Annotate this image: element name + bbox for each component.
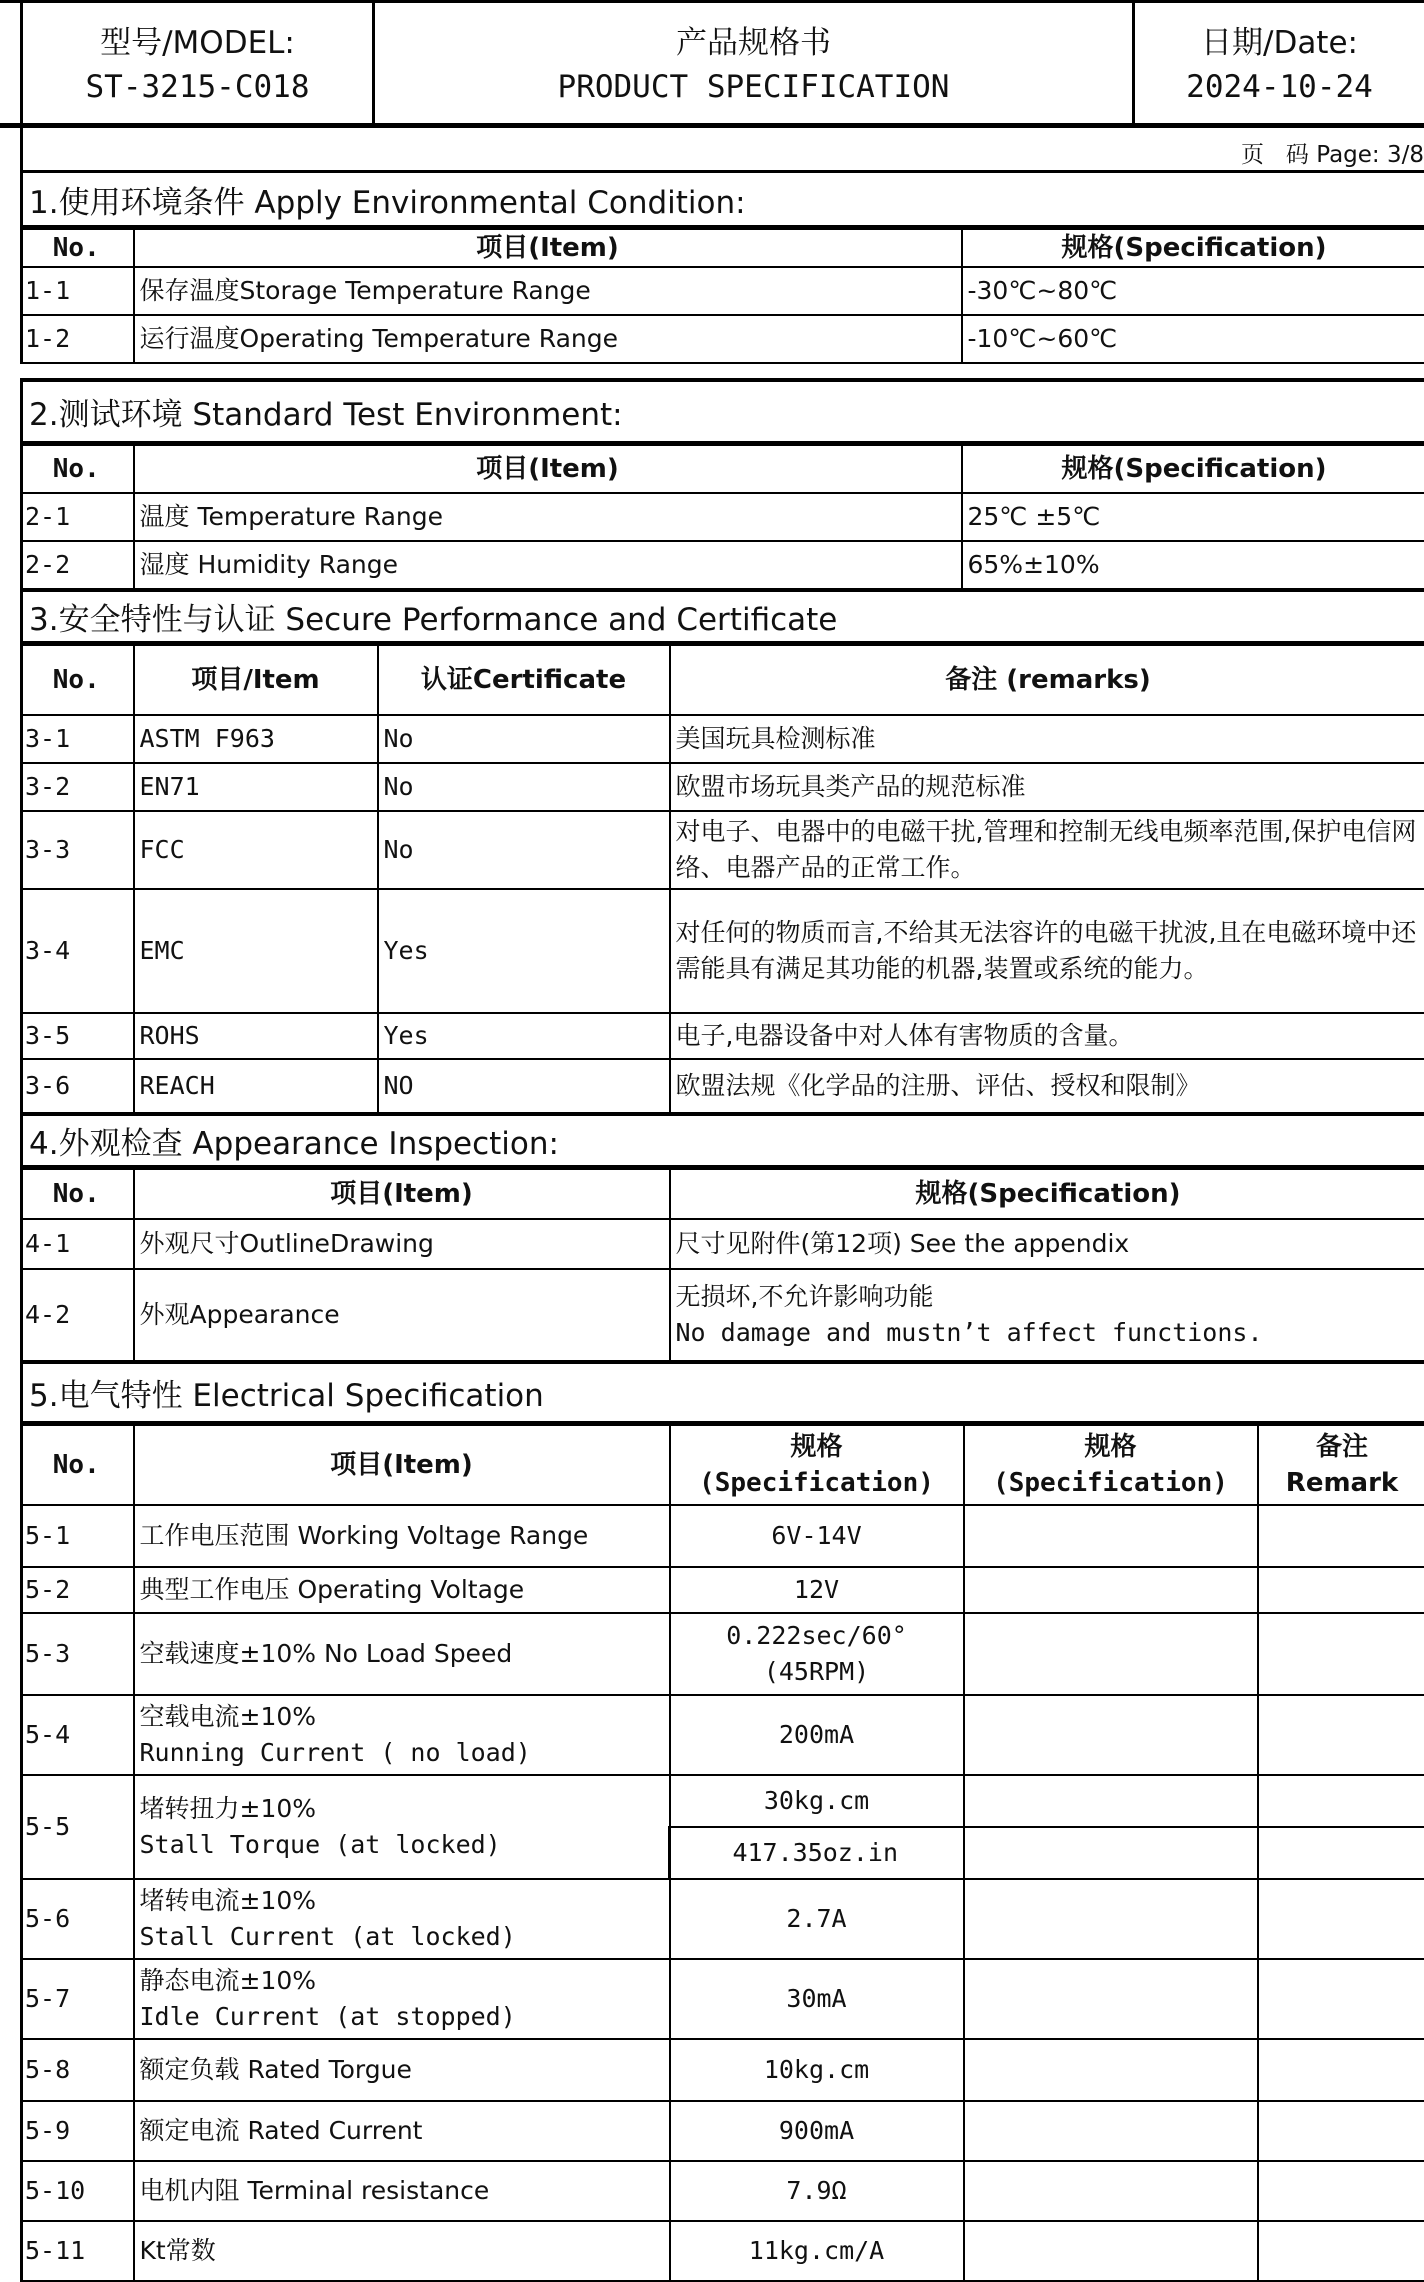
spec-cell-empty	[964, 1827, 1258, 1879]
header-cell: 备注 (remarks)	[670, 645, 1424, 715]
certificate-cell: NO	[378, 1059, 670, 1113]
spec-cell: 30kg.cm	[670, 1775, 964, 1827]
header-line: (Specification)	[970, 1465, 1252, 1501]
table-header-row	[22, 1169, 1424, 1219]
item-cell: 典型工作电压 Operating Voltage	[134, 1567, 670, 1613]
item-cell: ROHS	[134, 1013, 378, 1059]
remark-cell	[1258, 2039, 1424, 2101]
table-row	[22, 1269, 1424, 1361]
spec-cell: 200mA	[670, 1695, 964, 1775]
table-row	[22, 267, 1424, 315]
table-row	[22, 1613, 1424, 1695]
table-row	[22, 541, 1424, 589]
remark-cell	[1258, 1827, 1424, 1879]
header-cell: No.	[22, 1425, 134, 1505]
remark-cell	[1258, 1505, 1424, 1567]
table-header-row	[22, 445, 1424, 493]
spec-cell: 30mA	[670, 1959, 964, 2039]
spec-line: 无损坏,不允许影响功能	[676, 1279, 1421, 1315]
spec-cell: -10℃~60℃	[962, 315, 1424, 363]
certificate-cell: No	[378, 811, 670, 889]
row-number: 3-1	[22, 715, 134, 763]
spec-cell-empty	[964, 2161, 1258, 2221]
row-number: 5-6	[22, 1879, 134, 1959]
header-cell	[964, 1425, 1258, 1505]
table-row	[22, 1013, 1424, 1059]
remark-cell	[1258, 1613, 1424, 1695]
title-cn: 产品规格书	[676, 21, 831, 65]
remark-cell	[1258, 1775, 1424, 1827]
header-cell: 项目/Item	[134, 645, 378, 715]
header-cell: No.	[22, 1169, 134, 1219]
model-cell	[20, 3, 375, 126]
spec-cell-empty	[964, 1695, 1258, 1775]
spec-cell: 6V-14V	[670, 1505, 964, 1567]
item-cell: 空载速度±10% No Load Speed	[134, 1613, 670, 1695]
row-number: 3-4	[22, 889, 134, 1013]
table-row	[22, 2161, 1424, 2221]
section-4-title: 4.外观检查 Appearance Inspection:	[20, 1112, 1424, 1168]
spec-cell: 417.35oz.in	[670, 1827, 964, 1879]
header-cell: 项目(Item)	[134, 1169, 670, 1219]
section-4-table	[20, 1168, 1424, 1362]
row-number: 5-4	[22, 1695, 134, 1775]
model-value: ST-3215-C018	[86, 65, 310, 109]
row-number: 5-10	[22, 2161, 134, 2221]
spec-line: No damage and mustn’t affect functions.	[676, 1315, 1421, 1351]
row-number: 3-6	[22, 1059, 134, 1113]
item-cell: REACH	[134, 1059, 378, 1113]
remarks-cell: 欧盟市场玩具类产品的规范标准	[670, 763, 1424, 811]
spec-cell-empty	[964, 2101, 1258, 2161]
header-cell: 备注Remark	[1258, 1425, 1424, 1505]
title-en: PRODUCT SPECIFICATION	[558, 65, 950, 109]
header-cell: 项目(Item)	[134, 445, 962, 493]
item-cell	[134, 1879, 670, 1959]
table-row	[22, 1959, 1424, 2039]
header-cell: No.	[22, 445, 134, 493]
table-header-row	[22, 645, 1424, 715]
spec-cell: 尺寸见附件(第12项) See the appendix	[670, 1219, 1424, 1269]
date-cell	[1135, 3, 1424, 126]
item-cell: ASTM F963	[134, 715, 378, 763]
row-number: 5-7	[22, 1959, 134, 2039]
title-cell	[375, 3, 1135, 126]
item-line: 堵转电流±10%	[140, 1883, 664, 1919]
remark-cell	[1258, 2101, 1424, 2161]
table-header-row	[22, 1425, 1424, 1505]
item-line: 堵转扭力±10%	[140, 1791, 664, 1827]
section-2-table	[20, 444, 1424, 590]
remarks-cell: 欧盟法规《化学品的注册、评估、授权和限制》	[670, 1059, 1424, 1113]
certificate-cell: No	[378, 715, 670, 763]
spec-cell-empty	[964, 1879, 1258, 1959]
remark-cell	[1258, 2221, 1424, 2281]
item-cell: 外观Appearance	[134, 1269, 670, 1361]
table-row	[22, 889, 1424, 1013]
row-number: 5-11	[22, 2221, 134, 2281]
date-label: 日期/Date:	[1201, 21, 1358, 65]
table-header-row	[22, 229, 1424, 267]
item-cell: 电机内阻 Terminal resistance	[134, 2161, 670, 2221]
spec-cell-empty	[964, 1959, 1258, 2039]
table-row	[22, 1059, 1424, 1113]
item-cell: 额定负载 Rated Torgue	[134, 2039, 670, 2101]
certificate-cell: Yes	[378, 1013, 670, 1059]
certificate-cell: Yes	[378, 889, 670, 1013]
section-2-title: 2.测试环境 Standard Test Environment:	[20, 378, 1424, 444]
spec-cell-empty	[964, 2039, 1258, 2101]
item-line: Running Current ( no load)	[140, 1735, 664, 1771]
header-cell: 项目(Item)	[134, 1425, 670, 1505]
row-number: 5-1	[22, 1505, 134, 1567]
table-row	[22, 811, 1424, 889]
spec-cell-empty	[964, 1567, 1258, 1613]
row-number: 2-1	[22, 493, 134, 541]
date-value: 2024-10-24	[1186, 65, 1373, 109]
spec-cell: 2.7A	[670, 1879, 964, 1959]
item-cell	[134, 1959, 670, 2039]
row-number: 2-2	[22, 541, 134, 589]
table-row	[22, 315, 1424, 363]
item-line: Idle Current (at stopped)	[140, 1999, 664, 2035]
item-cell	[134, 1775, 670, 1879]
item-cell: 工作电压范围 Working Voltage Range	[134, 1505, 670, 1567]
section-3-title: 3.安全特性与认证 Secure Performance and Certificate	[20, 588, 1424, 644]
item-cell: 额定电流 Rated Current	[134, 2101, 670, 2161]
remark-cell	[1258, 1567, 1424, 1613]
header-line: 规格	[676, 1429, 958, 1465]
header-line: (Specification)	[676, 1465, 958, 1501]
item-line: 空载电流±10%	[140, 1699, 664, 1735]
row-number: 1-2	[22, 315, 134, 363]
page-number: 页 码 Page: 3/8	[1241, 136, 1424, 169]
model-label: 型号/MODEL:	[100, 21, 295, 65]
remarks-cell: 对任何的物质而言,不给其无法容许的电磁干扰波,且在电磁环境中还需能具有满足其功能的机器,装置或系统的能力。	[670, 889, 1424, 1013]
spec-cell: 7.9Ω	[670, 2161, 964, 2221]
remark-cell	[1258, 1879, 1424, 1959]
row-number: 5-8	[22, 2039, 134, 2101]
document-header	[0, 0, 1424, 128]
section-5-title: 5.电气特性 Electrical Specification	[20, 1360, 1424, 1424]
spec-cell	[670, 1269, 1424, 1361]
header-cell	[670, 1425, 964, 1505]
table-row	[22, 1879, 1424, 1959]
header-cell: No.	[22, 229, 134, 267]
header-cell: 认证Certificate	[378, 645, 670, 715]
table-row	[22, 715, 1424, 763]
spec-cell: 12V	[670, 1567, 964, 1613]
remarks-cell: 美国玩具检测标准	[670, 715, 1424, 763]
section-1-table	[20, 228, 1424, 364]
table-row	[22, 1219, 1424, 1269]
spec-cell: 65%±10%	[962, 541, 1424, 589]
spec-cell: 900mA	[670, 2101, 964, 2161]
certificate-cell: No	[378, 763, 670, 811]
table-row	[22, 2101, 1424, 2161]
item-cell: 温度 Temperature Range	[134, 493, 962, 541]
item-line: Stall Torque (at locked)	[140, 1827, 664, 1863]
remark-cell	[1258, 2161, 1424, 2221]
table-row	[22, 493, 1424, 541]
table-row	[22, 2221, 1424, 2281]
page-number-bar	[20, 128, 1424, 173]
spec-cell: -30℃~80℃	[962, 267, 1424, 315]
row-number: 5-3	[22, 1613, 134, 1695]
item-cell: EN71	[134, 763, 378, 811]
spec-line: (45RPM)	[676, 1654, 958, 1690]
item-cell: 湿度 Humidity Range	[134, 541, 962, 589]
item-cell: EMC	[134, 889, 378, 1013]
row-number: 4-1	[22, 1219, 134, 1269]
spec-line: 0.222sec/60°	[676, 1618, 958, 1654]
spec-cell-empty	[964, 1505, 1258, 1567]
item-cell: 外观尺寸OutlineDrawing	[134, 1219, 670, 1269]
item-cell: 运行温度Operating Temperature Range	[134, 315, 962, 363]
section-1-title: 1.使用环境条件 Apply Environmental Condition:	[20, 173, 1424, 228]
remark-cell	[1258, 1695, 1424, 1775]
row-number: 4-2	[22, 1269, 134, 1361]
item-line: Stall Current (at locked)	[140, 1919, 664, 1955]
item-cell: FCC	[134, 811, 378, 889]
table-row	[22, 2039, 1424, 2101]
row-number: 3-5	[22, 1013, 134, 1059]
item-line: 静态电流±10%	[140, 1963, 664, 1999]
item-cell: Kt常数	[134, 2221, 670, 2281]
remarks-cell: 电子,电器设备中对人体有害物质的含量。	[670, 1013, 1424, 1059]
row-number: 5-9	[22, 2101, 134, 2161]
table-row	[22, 1775, 1424, 1827]
row-number: 1-1	[22, 267, 134, 315]
section-3-table	[20, 644, 1424, 1114]
spec-cell-empty	[964, 1775, 1258, 1827]
remarks-cell: 对电子、电器中的电磁干扰,管理和控制无线电频率范围,保护电信网络、电器产品的正常工作。	[670, 811, 1424, 889]
header-cell: 项目(Item)	[134, 229, 962, 267]
row-number: 3-3	[22, 811, 134, 889]
header-cell: 规格(Specification)	[962, 445, 1424, 493]
row-number: 5-2	[22, 1567, 134, 1613]
item-cell: 保存温度Storage Temperature Range	[134, 267, 962, 315]
table-row	[22, 1505, 1424, 1567]
table-row	[22, 763, 1424, 811]
table-row	[22, 1567, 1424, 1613]
row-number: 5-5	[22, 1775, 134, 1879]
table-row	[22, 1695, 1424, 1775]
row-number: 3-2	[22, 763, 134, 811]
section-5-table	[20, 1424, 1424, 2282]
spec-cell: 11kg.cm/A	[670, 2221, 964, 2281]
spec-cell: 25℃ ±5℃	[962, 493, 1424, 541]
header-line: 规格	[970, 1429, 1252, 1465]
header-cell: No.	[22, 645, 134, 715]
spec-cell	[670, 1613, 964, 1695]
item-cell	[134, 1695, 670, 1775]
header-cell: 规格(Specification)	[670, 1169, 1424, 1219]
spec-cell-empty	[964, 2221, 1258, 2281]
header-cell: 规格(Specification)	[962, 229, 1424, 267]
spec-cell-empty	[964, 1613, 1258, 1695]
remark-cell	[1258, 1959, 1424, 2039]
spec-cell: 10kg.cm	[670, 2039, 964, 2101]
